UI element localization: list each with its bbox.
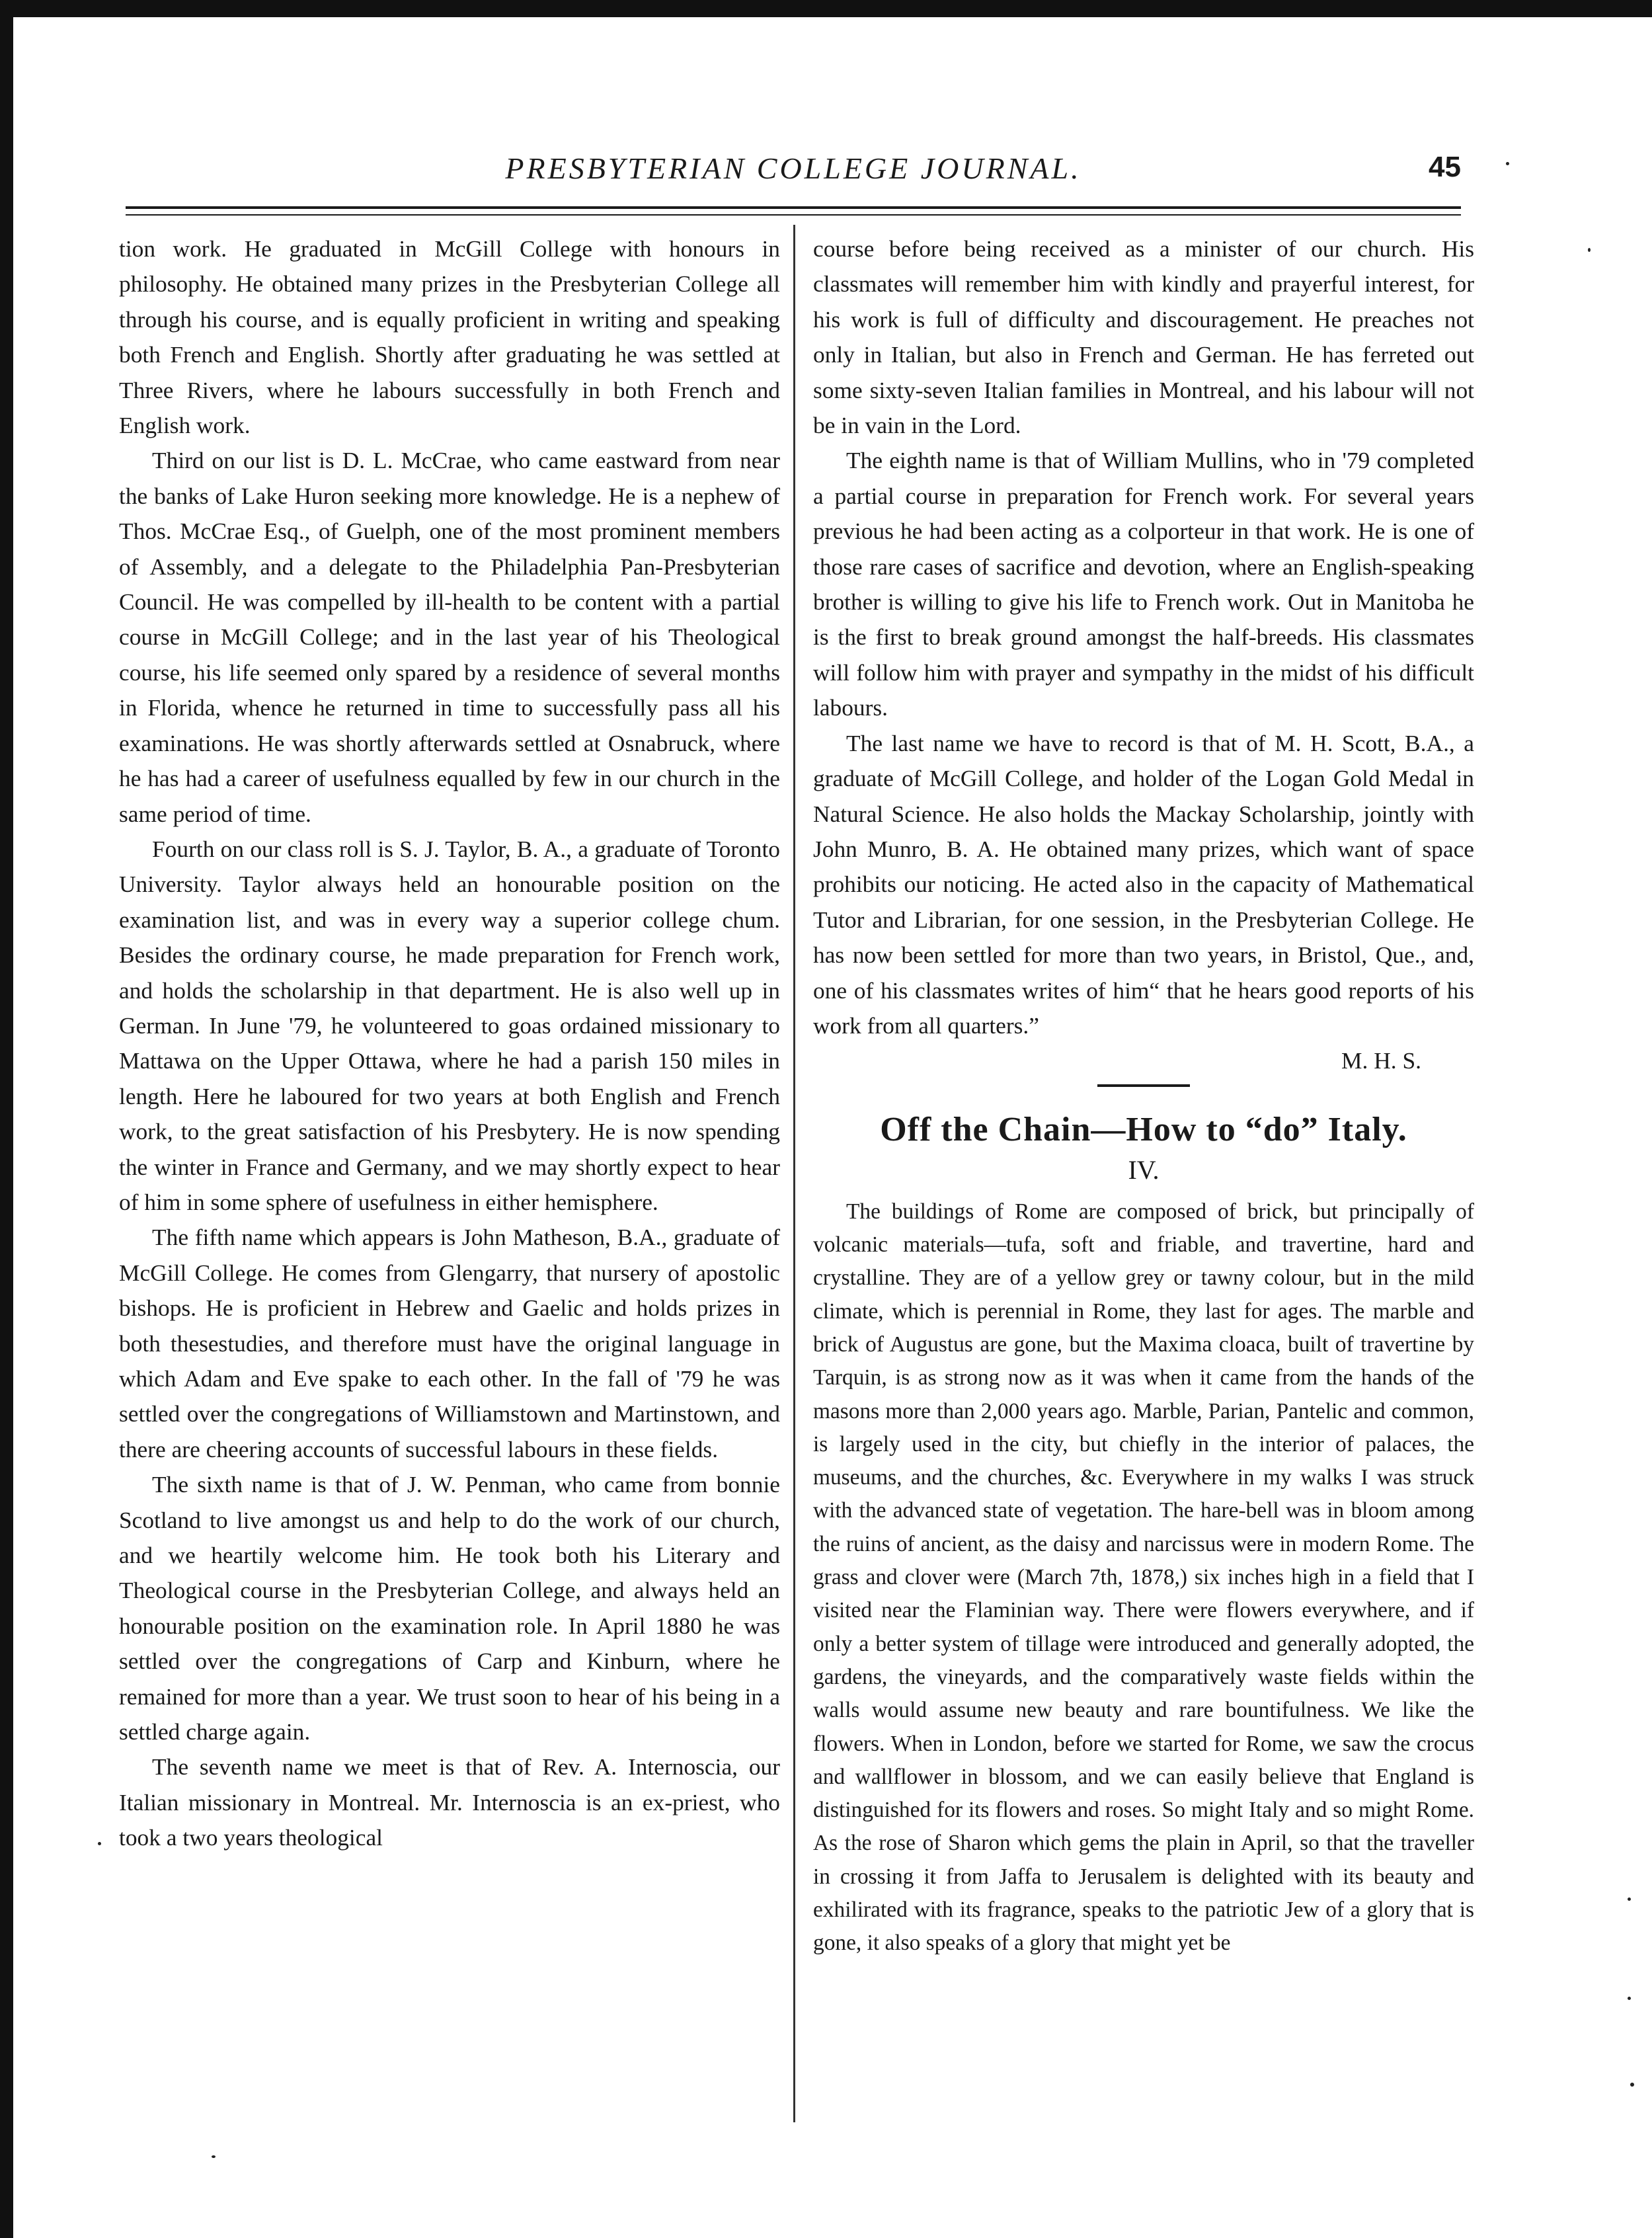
scan-speck	[1506, 162, 1509, 165]
page-number: 45	[1429, 151, 1461, 183]
column-divider	[793, 225, 795, 2122]
scan-speck	[212, 2155, 216, 2158]
article-number: IV.	[1128, 1154, 1160, 1185]
signature: M. H. S.	[1341, 1047, 1421, 1074]
article-body: The buildings of Rome are composed of brick, but principally of volcanic materials—tufa, soft and friable, and travertine, hard and crystalline. They are of a yellow grey or tawny colour, but in the mild climate, which is perennial in Rome, they last for ages. The marble and brick of Augustus are gone, but the Maxima cloaca, built of travertine by Tarquin, is as strong now as it was when it came from the hands of the masons more than 2,000 years ago. Marble, Parian, Pantelic and common, is largely used in the city, but chiefly in the interior of palaces, the museums, and the churches, &c. Everywhere in my walks I was struck with the advanced state of vegetation. The hare-bell was in bloom among the ruins of ancient, as the daisy and narcissus were in modern Rome. The grass and clover were (March 7th, 1878,) six inches high in a field that I visited near the Flaminian way. There were flowers everywhere, and if only a better system of tillage were introduced and generally adopted, the gardens, the vineyards, and the comparatively waste fields within the walls would assume new beauty and rare bountifulness. We like the flowers. When in London, before we started for Rome, we saw the crocus and wallflower in blossom, and we can easily believe that England is distinguished for its flowers and roses. So might Italy and so might Rome. As the rose of Sharon which gems the plain in April, so that the traveller in crossing it from Jaffa to Jerusalem is delighted with its beauty and exhilirated with its fragrance, speaks to the patriotic Jew of a glory that is gone, it also speaks of a glory that might yet be	[813, 1199, 1474, 1956]
scan-speck	[1628, 1997, 1631, 2000]
right-column	[813, 231, 1474, 1960]
paragraph-internoscia: The seventh name we meet is that of Rev. A. Internoscia, our Italian missionary in Montreal. Mr. Internoscia is an ex-priest, who took a two years theological	[119, 1753, 780, 1851]
paragraph-mullins: The eighth name is that of William Mullins, who in '79 completed a partial course in preparation for French work. For several years previous he had been acting as a colporteur in that work. He is one of those rare cases of sacrifice and devotion, where an English-speaking brother is willing to give his life to French work. Out in Manitoba he is the first to break ground amongst the half-breeds. His classmates will follow him with prayer and sympathy in the midst of his difficult labours.	[813, 447, 1474, 721]
left-column	[119, 231, 780, 1856]
scan-speck	[1588, 248, 1591, 252]
paragraph-continuation: tion work. He graduated in McGill College with honours in philosophy. He obtained many prizes in the Presbyterian College all through his course, and is equally proficient in writing and speaking both French and English. Shortly after graduating he was settled at Three Rivers, where he labours successfully in both French and English work.	[119, 235, 780, 439]
scan-border-top	[0, 0, 1652, 17]
paragraph-scott: The last name we have to record is that of M. H. Scott, B.A., a graduate of McGill College, and holder of the Logan Gold Medal in Natural Science. He also holds the Mackay Scholarship, jointly with John Munro, B. A. He obtained many prizes, which want of space prohibits our noticing. He acted also in the capacity of Mathematical Tutor and Librarian, for one session, in the Presbyterian College. He has now been settled for more than two years, in Bristol, Que., and, one of his classmates writes of him“ that he hears good reports of his work from all quarters.”	[813, 729, 1474, 1039]
scan-speck	[1628, 1898, 1631, 1901]
page-header	[126, 151, 1461, 197]
journal-title: PRESBYTERIAN COLLEGE JOURNAL.	[505, 151, 1082, 185]
section-rule	[1097, 1084, 1190, 1087]
scan-speck	[1630, 2083, 1634, 2087]
paragraph-taylor: Fourth on our class roll is S. J. Taylor, B. A., a graduate of Toronto University. Taylor always held an honourable position on the examination list, and was in every way a superior college chum. Besides the ordinary course, he made preparation for French work, and holds the scholarship in that department. He is also well up in German. In June '79, he volunteered to goas ordained missionary to Mattawa on the Upper Ottawa, where he had a parish 150 miles in length. Here he laboured for two years at both English and French work, to the great satisfaction of his Presbytery. He is now spending the winter in France and Germany, and we may shortly expect to hear of him in some sphere of usefulness in either hemisphere.	[119, 835, 780, 1215]
article-title: Off the Chain—How to “do” Italy.	[880, 1110, 1407, 1148]
signature-line	[813, 1043, 1474, 1078]
scan-speck	[98, 1842, 101, 1845]
paragraph-penman: The sixth name is that of J. W. Penman, who came from bonnie Scotland to live amongst us and help to do the work of our church, and we heartily welcome him. He took both his Literary and Theological course in the Presbyterian College, and always held an honourable position on the examination role. In April 1880 he was settled over the congregations of Carp and Kinburn, where he remained for more than a year. We trust soon to hear of his being in a settled charge again.	[119, 1471, 780, 1745]
paragraph-internoscia-cont: course before being received as a minister of our church. His classmates will remember him with kindly and prayerful interest, for his work is full of difficulty and discouragement. He preaches not only in Italian, but also in French and German. He has ferreted out some sixty-seven Italian families in Montreal, and his labour will not be in vain in the Lord.	[813, 235, 1474, 439]
paragraph-mccrae: Third on our list is D. L. McCrae, who came eastward from near the banks of Lake Huron seeking more knowledge. He is a nephew of Thos. McCrae Esq., of Guelph, one of the most prominent members of Assembly, and a delegate to the Philadelphia Pan-Presbyterian Council. He was compelled by ill-health to be content with a partial course in McGill College; and in the last year of his Theological course, his life seemed only spared by a residence of several months in Florida, whence he returned in time to successfully pass all his examinations. He was shortly afterwards settled at Osnabruck, where he has had a career of usefulness equalled by few in our church in the same period of time.	[119, 447, 780, 827]
header-rule	[126, 206, 1461, 216]
scan-border-left	[0, 0, 13, 2238]
paragraph-matheson: The fifth name which appears is John Matheson, B.A., graduate of McGill College. He comes from Glengarry, that nursery of apostolic bishops. He is proficient in Hebrew and Gaelic and holds prizes in both thesestudies, and therefore must have the original language in which Adam and Eve spake to each other. In the fall of '79 he was settled over the congregations of Williamstown and Martinstown, and there are cheering accounts of successful labours in these fields.	[119, 1224, 780, 1462]
